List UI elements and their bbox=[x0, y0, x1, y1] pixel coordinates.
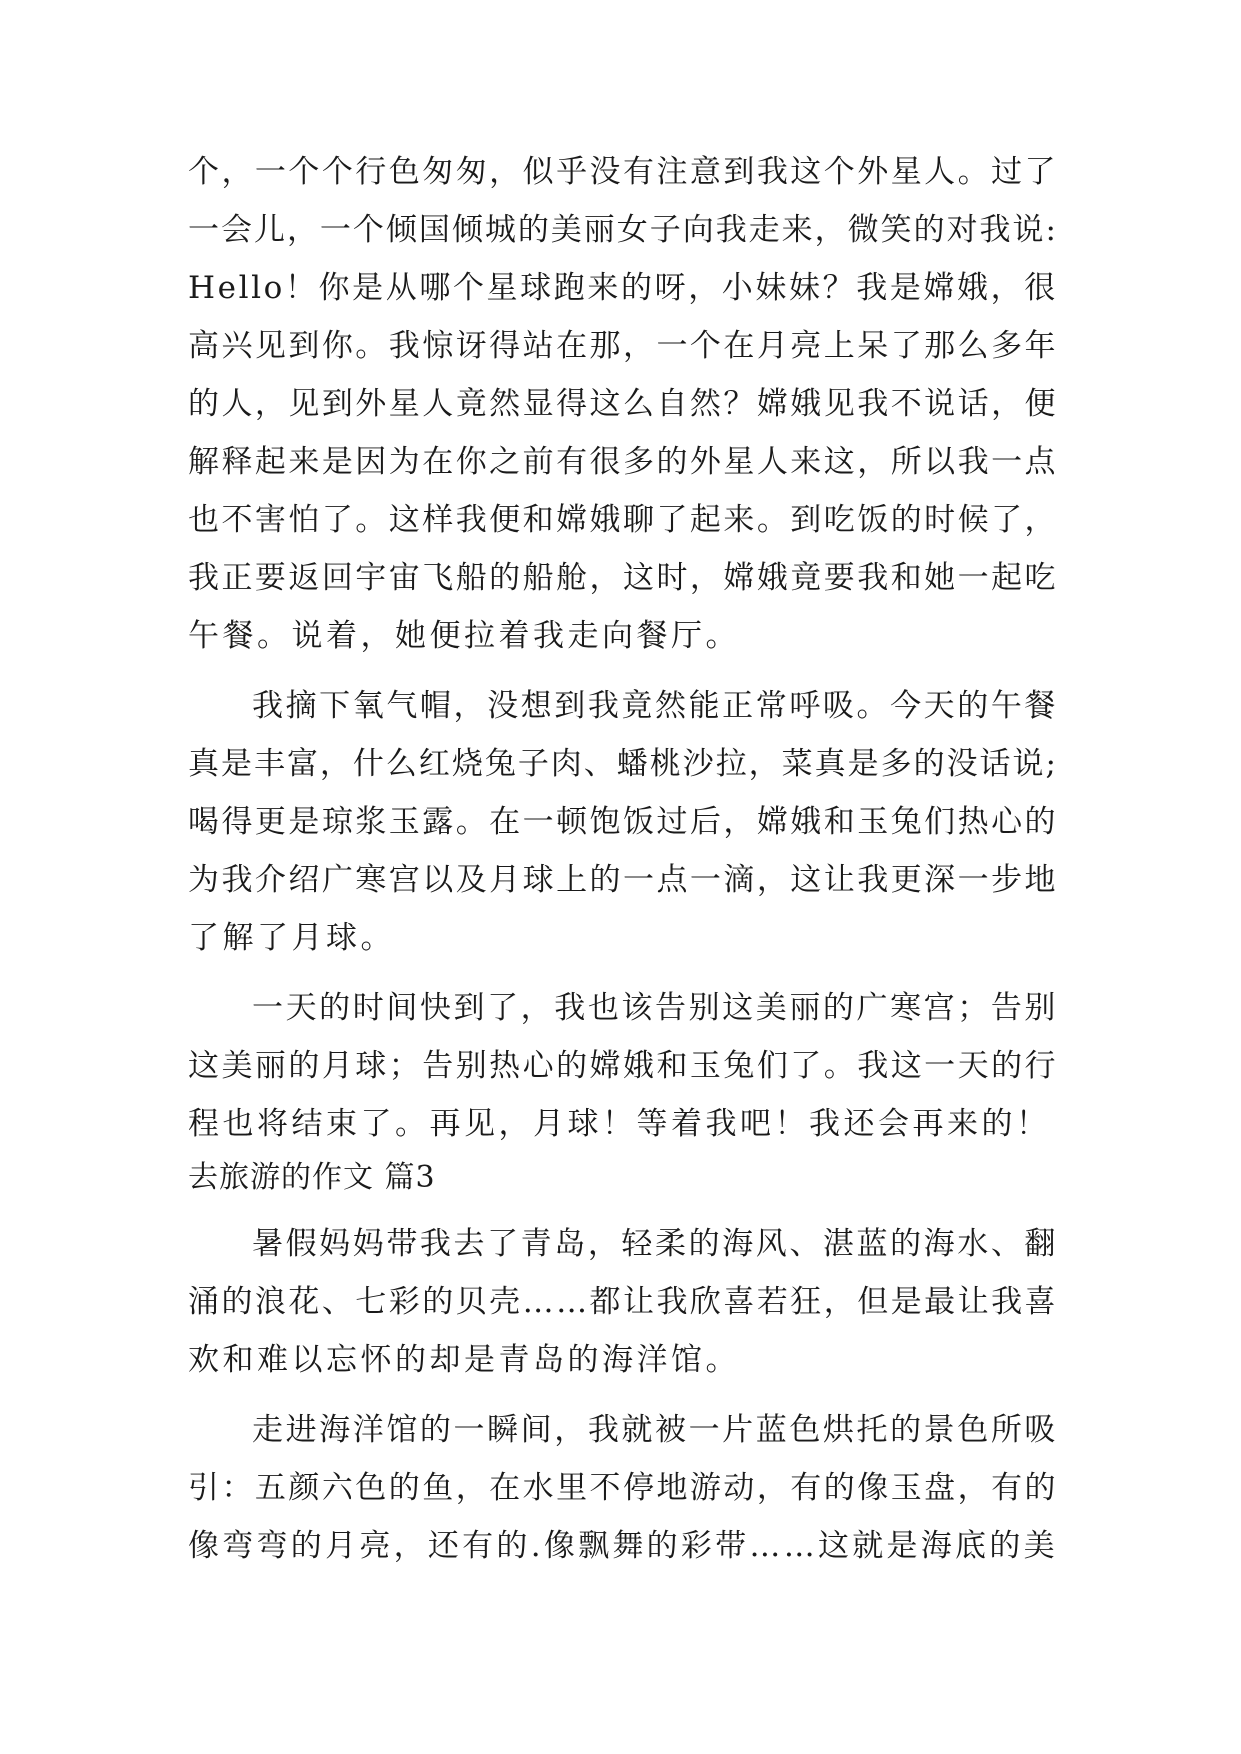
text-line: 我正要返回宇宙飞船的船舱，这时，嫦娥竟要我和她一起吃 bbox=[188, 560, 1058, 596]
text-line: 走进海洋馆的一瞬间，我就被一片蓝色烘托的景色所吸 bbox=[252, 1412, 1058, 1448]
text-line: 了解了月球。 bbox=[188, 920, 395, 956]
text-line: 像弯弯的月亮，还有的.像飘舞的彩带……这就是海底的美 bbox=[188, 1528, 1058, 1564]
text-line: 程也将结束了。再见，月球！等着我吧！我还会再来的！ bbox=[188, 1106, 1051, 1142]
text-line: 我摘下氧气帽，没想到我竟然能正常呼吸。今天的午餐 bbox=[252, 688, 1058, 724]
text-line: 高兴见到你。我惊讶得站在那，一个在月亮上呆了那么多年 bbox=[188, 328, 1058, 364]
text-line: 一天的时间快到了，我也该告别这美丽的广寒宫；告别 bbox=[252, 990, 1058, 1026]
text-line: 真是丰富，什么红烧兔子肉、蟠桃沙拉，菜真是多的没话说; bbox=[188, 746, 1058, 782]
text-line: 这美丽的月球；告别热心的嫦娥和玉兔们了。我这一天的行 bbox=[188, 1048, 1058, 1084]
text-line: 欢和难以忘怀的却是青岛的海洋馆。 bbox=[188, 1342, 740, 1378]
text-line: 解释起来是因为在你之前有很多的外星人来这，所以我一点 bbox=[188, 444, 1058, 480]
text-line: 个，一个个行色匆匆，似乎没有注意到我这个外星人。过了 bbox=[188, 154, 1058, 190]
text-line: 为我介绍广寒宫以及月球上的一点一滴，这让我更深一步地 bbox=[188, 862, 1058, 898]
text-line: 的人，见到外星人竟然显得这么自然？嫦娥见我不说话，便 bbox=[188, 386, 1058, 422]
text-line: 喝得更是琼浆玉露。在一顿饱饭过后，嫦娥和玉兔们热心的 bbox=[188, 804, 1058, 840]
text-line: 引：五颜六色的鱼，在水里不停地游动，有的像玉盘，有的 bbox=[188, 1470, 1058, 1506]
text-line: 暑假妈妈带我去了青岛，轻柔的海风、湛蓝的海水、翻 bbox=[252, 1226, 1058, 1262]
text-line: Hello！你是从哪个星球跑来的呀，小妹妹？我是嫦娥，很 bbox=[188, 270, 1058, 306]
section-heading: 去旅游的作文 篇3 bbox=[188, 1160, 436, 1195]
text-line: 也不害怕了。这样我便和嫦娥聊了起来。到吃饭的时候了， bbox=[188, 502, 1058, 538]
text-line: 午餐。说着，她便拉着我走向餐厅。 bbox=[188, 618, 740, 654]
text-line: 一会儿，一个倾国倾城的美丽女子向我走来，微笑的对我说: bbox=[188, 212, 1058, 248]
text-line: 涌的浪花、七彩的贝壳……都让我欣喜若狂，但是最让我喜 bbox=[188, 1284, 1058, 1320]
